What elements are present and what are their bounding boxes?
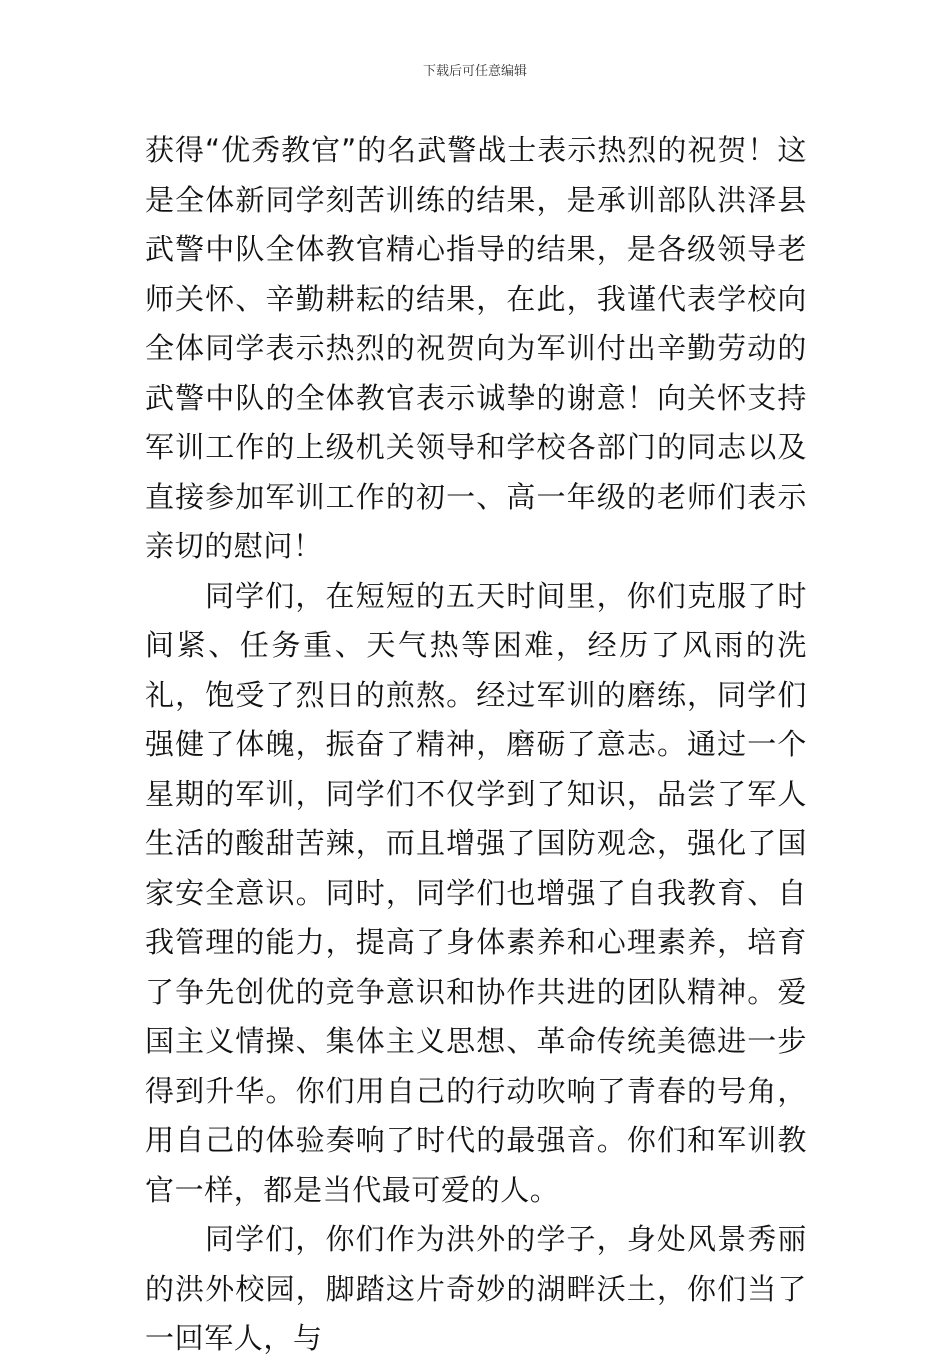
page-header: 下载后可任意编辑: [422, 64, 527, 79]
paragraph-2: 同学们，在短短的五天时间里，你们克服了时间紧、任务重、天气热等困难，经历了风雨的洗礼，饱受了烈日的煎熬。经过军训的磨练，同学们强健了体魄，振奋了精神，磨砺了意志。通过一个星期的军训，同学们不仅学到了知识，品尝了军人生活的酸甜苦辣，而且增强了国防观念，强化了国家安全意识。同时，同学们也增强了自我教育、自我管理的能力，提高了身体素养和心理素养，培育了争先创优的竞争意识和协作共进的团队精神。爱国主义情操、集体主义思想、革命传统美德进一步得到升华。你们用自己的行动吹响了青春的号角，用自己的体验奏响了时代的最强音。你们和军训教官一样，都是当代最可爱的人。: [145, 578, 807, 1207]
paragraph-1: 获得“优秀教官”的名武警战士表示热烈的祝贺！这是全体新同学刻苦训练的结果，是承训部队洪泽县武警中队全体教官精心指导的结果，是各级领导老师关怀、辛勤耕耘的结果，在此，我谨代表学校向全体同学表示热烈的祝贺向为军训付出辛勤劳动的武警中队的全体教官表示诚挚的谢意！向关怀支持军训工作的上级机关领导和学校各部门的同志以及直接参加军训工作的初一、高一年级的老师们表示亲切的慰问！: [145, 133, 807, 563]
paragraph-3: 同学们，你们作为洪外的学子，身处风景秀丽的洪外校园，脚踏这片奇妙的湖畔沃土，你们当了一回军人，与: [145, 1222, 807, 1355]
document-body: [145, 126, 807, 1364]
